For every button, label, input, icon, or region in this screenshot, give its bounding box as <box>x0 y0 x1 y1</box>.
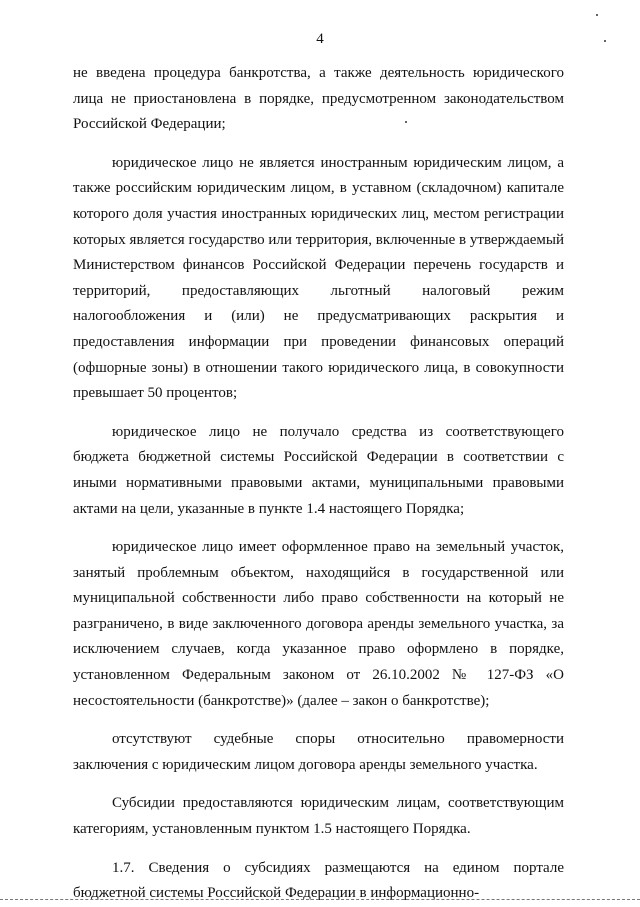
scan-edge-line <box>0 899 640 900</box>
paragraph-bankruptcy-condition: не введена процедура банкротства, а также деятельность юридического лица не приостановлена в порядке, предусмотренном законодательством Российской Федерации; <box>73 65 564 133</box>
paragraph-no-other-funding-condition: юридическое лицо не получало средства из соответствующего бюджета бюджетной системы Российской Федерации в соответствии с иными нормативными правовыми актами, муниципальными правовыми актами на цели, указанные в пункте 1.4 настоящего Порядка; <box>73 423 564 517</box>
scan-speck <box>604 40 606 42</box>
document-body <box>73 61 564 907</box>
paragraph-land-rights-condition: юридическое лицо имеет оформленное право на земельный участок, занятый проблемным объектом, находящийся в государственной или муниципальной собственности либо право собственности на который не разграничено, в виде заключенного договора аренды земельного участка, за исключением случаев, когда указанное право оформлено в порядке, установленном Федеральным законом от 26.10.2002 № 127-ФЗ «О несостоятельности (банкротстве)» (далее – закон о банкротстве); <box>73 539 564 709</box>
paragraph-subsidy-categories: Субсидии предоставляются юридическим лицам, соответствующим категориям, установленным пунктом 1.5 настоящего Порядка. <box>73 795 564 838</box>
scan-speck <box>405 121 407 123</box>
page-number: 4 <box>316 31 324 47</box>
paragraph-no-disputes-condition: отсутствуют судебные споры относительно правомерности заключения с юридическим лицом договора аренды земельного участка. <box>73 731 564 773</box>
paragraph-section-1-7: 1.7. Сведения о субсидиях размещаются на едином портале бюджетной системы Российской Федерации в информационно- <box>73 859 564 902</box>
paragraph-foreign-entity-condition: юридическое лицо не является иностранным юридическим лицом, а также российским юридическим лицом, в уставном (складочном) капитале которого доля участия иностранных юридических лиц, местом регистрации которых является государство или территория, включенные в утверждаемый Министерством финансов Российской Федерации перечень государств и территорий, предоставляющих льготный налоговый режим налогообложения и (или) не предусматривающих раскрытия и предоставления информации при проведении финансовых операций (офшорные зоны) в отношении такого юридического лица, в совокупности превышает 50 процентов; <box>73 154 564 402</box>
scan-speck <box>596 14 598 16</box>
